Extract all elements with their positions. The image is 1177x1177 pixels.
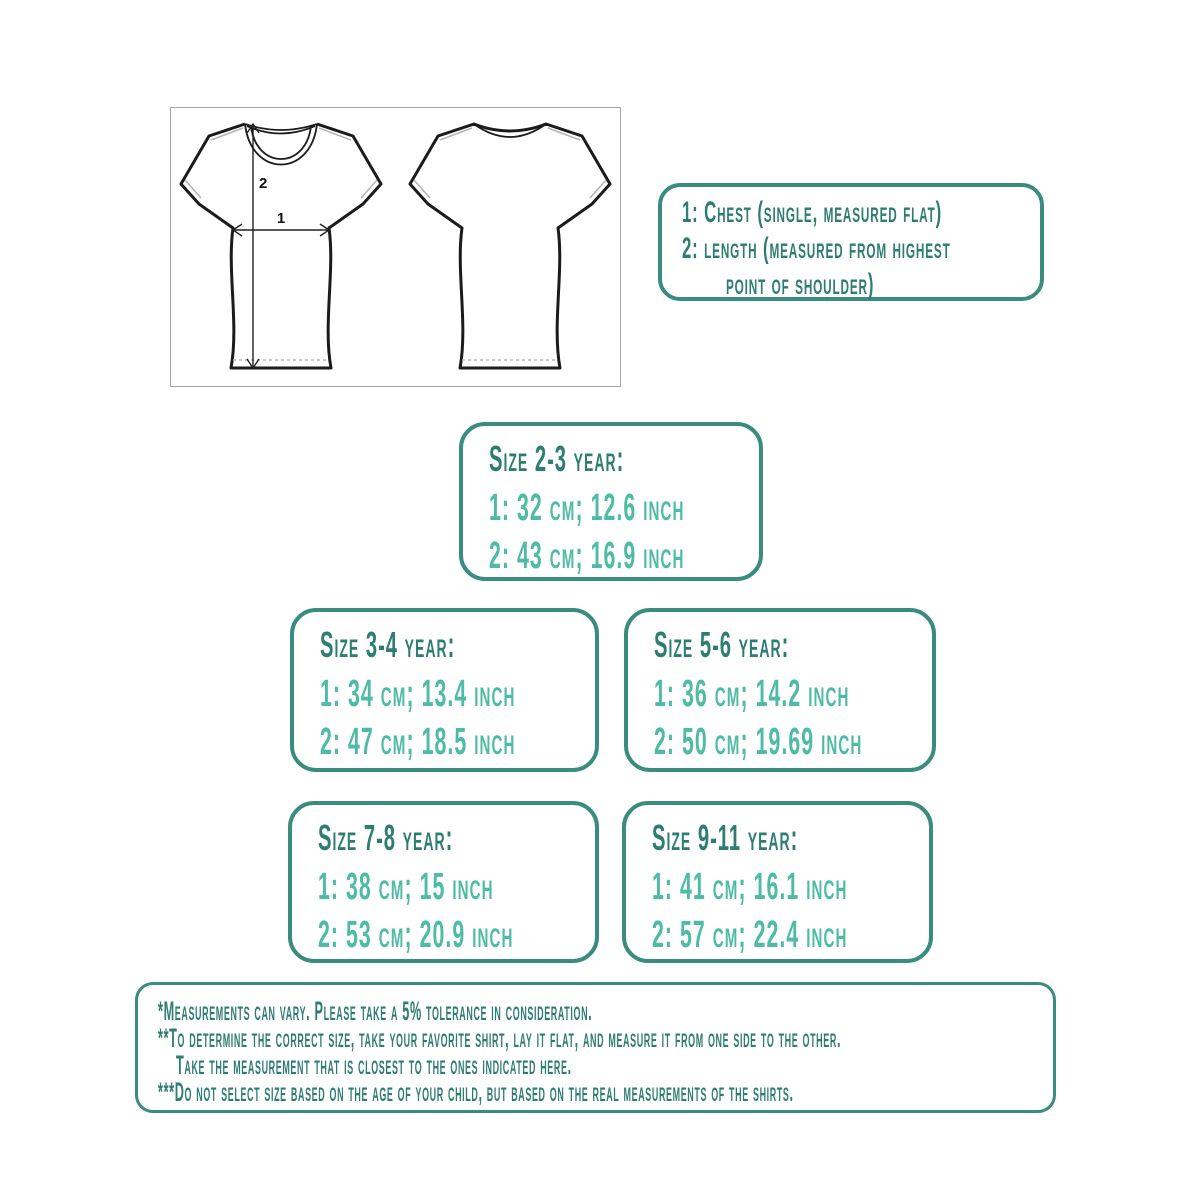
size-title: Size 9-11 year: <box>652 817 799 858</box>
chest-label: 1 <box>276 210 286 227</box>
size-chest-row: 1: 32 cm; 12.6 inch <box>489 487 685 529</box>
legend-line-length-cont: point of shoulder) <box>726 268 875 301</box>
size-length-row: 2: 43 cm; 16.9 inch <box>489 535 685 577</box>
note-how-to-measure: **To determine the correct size, take your favorite shirt, lay it flat, and measure it from one side to the other. <box>158 1023 842 1053</box>
size-chest-row: 1: 36 cm; 14.2 inch <box>654 673 850 715</box>
size-box-3-4-year <box>290 608 599 772</box>
size-chest-row: 1: 34 cm; 13.4 inch <box>320 673 516 715</box>
size-length-row: 2: 57 cm; 22.4 inch <box>652 914 848 956</box>
size-title: Size 7-8 year: <box>318 817 454 858</box>
tshirt-measurement-figure <box>170 107 621 387</box>
size-length-row: 2: 47 cm; 18.5 inch <box>320 721 516 763</box>
size-length-row: 2: 50 cm; 19.69 inch <box>654 721 863 763</box>
legend-line-chest: 1: Chest (single, measured flat) <box>682 196 943 229</box>
size-title: Size 3-4 year: <box>320 624 456 665</box>
tshirt-front-drawing <box>181 124 381 368</box>
note-how-to-measure-cont: Take the measurement that is closest to the ones indicated here. <box>176 1050 572 1080</box>
tshirt-drawing <box>171 108 620 386</box>
length-label: 2 <box>259 175 268 192</box>
legend-line-length: 2: length (measured from highest <box>682 232 951 265</box>
note-tolerance: *Measurements can vary. Please take a 5% tolerance in consideration. <box>158 996 593 1026</box>
measurement-legend-box <box>658 183 1044 301</box>
size-title: Size 5-6 year: <box>654 624 790 665</box>
size-title: Size 2-3 year: <box>489 438 625 479</box>
size-chest-row: 1: 41 cm; 16.1 inch <box>652 866 848 908</box>
size-box-2-3-year <box>459 422 763 581</box>
size-box-7-8-year <box>288 801 599 963</box>
tshirt-back-drawing <box>410 124 610 368</box>
size-box-5-6-year <box>624 608 936 772</box>
size-box-9-11-year <box>622 801 933 963</box>
footnotes-box <box>135 982 1056 1113</box>
size-length-row: 2: 53 cm; 20.9 inch <box>318 914 514 956</box>
size-chest-row: 1: 38 cm; 15 inch <box>318 866 494 908</box>
note-age-warning: ***Do not select size based on the age of your child, but based on the real measurements of the shirts. <box>158 1077 794 1107</box>
